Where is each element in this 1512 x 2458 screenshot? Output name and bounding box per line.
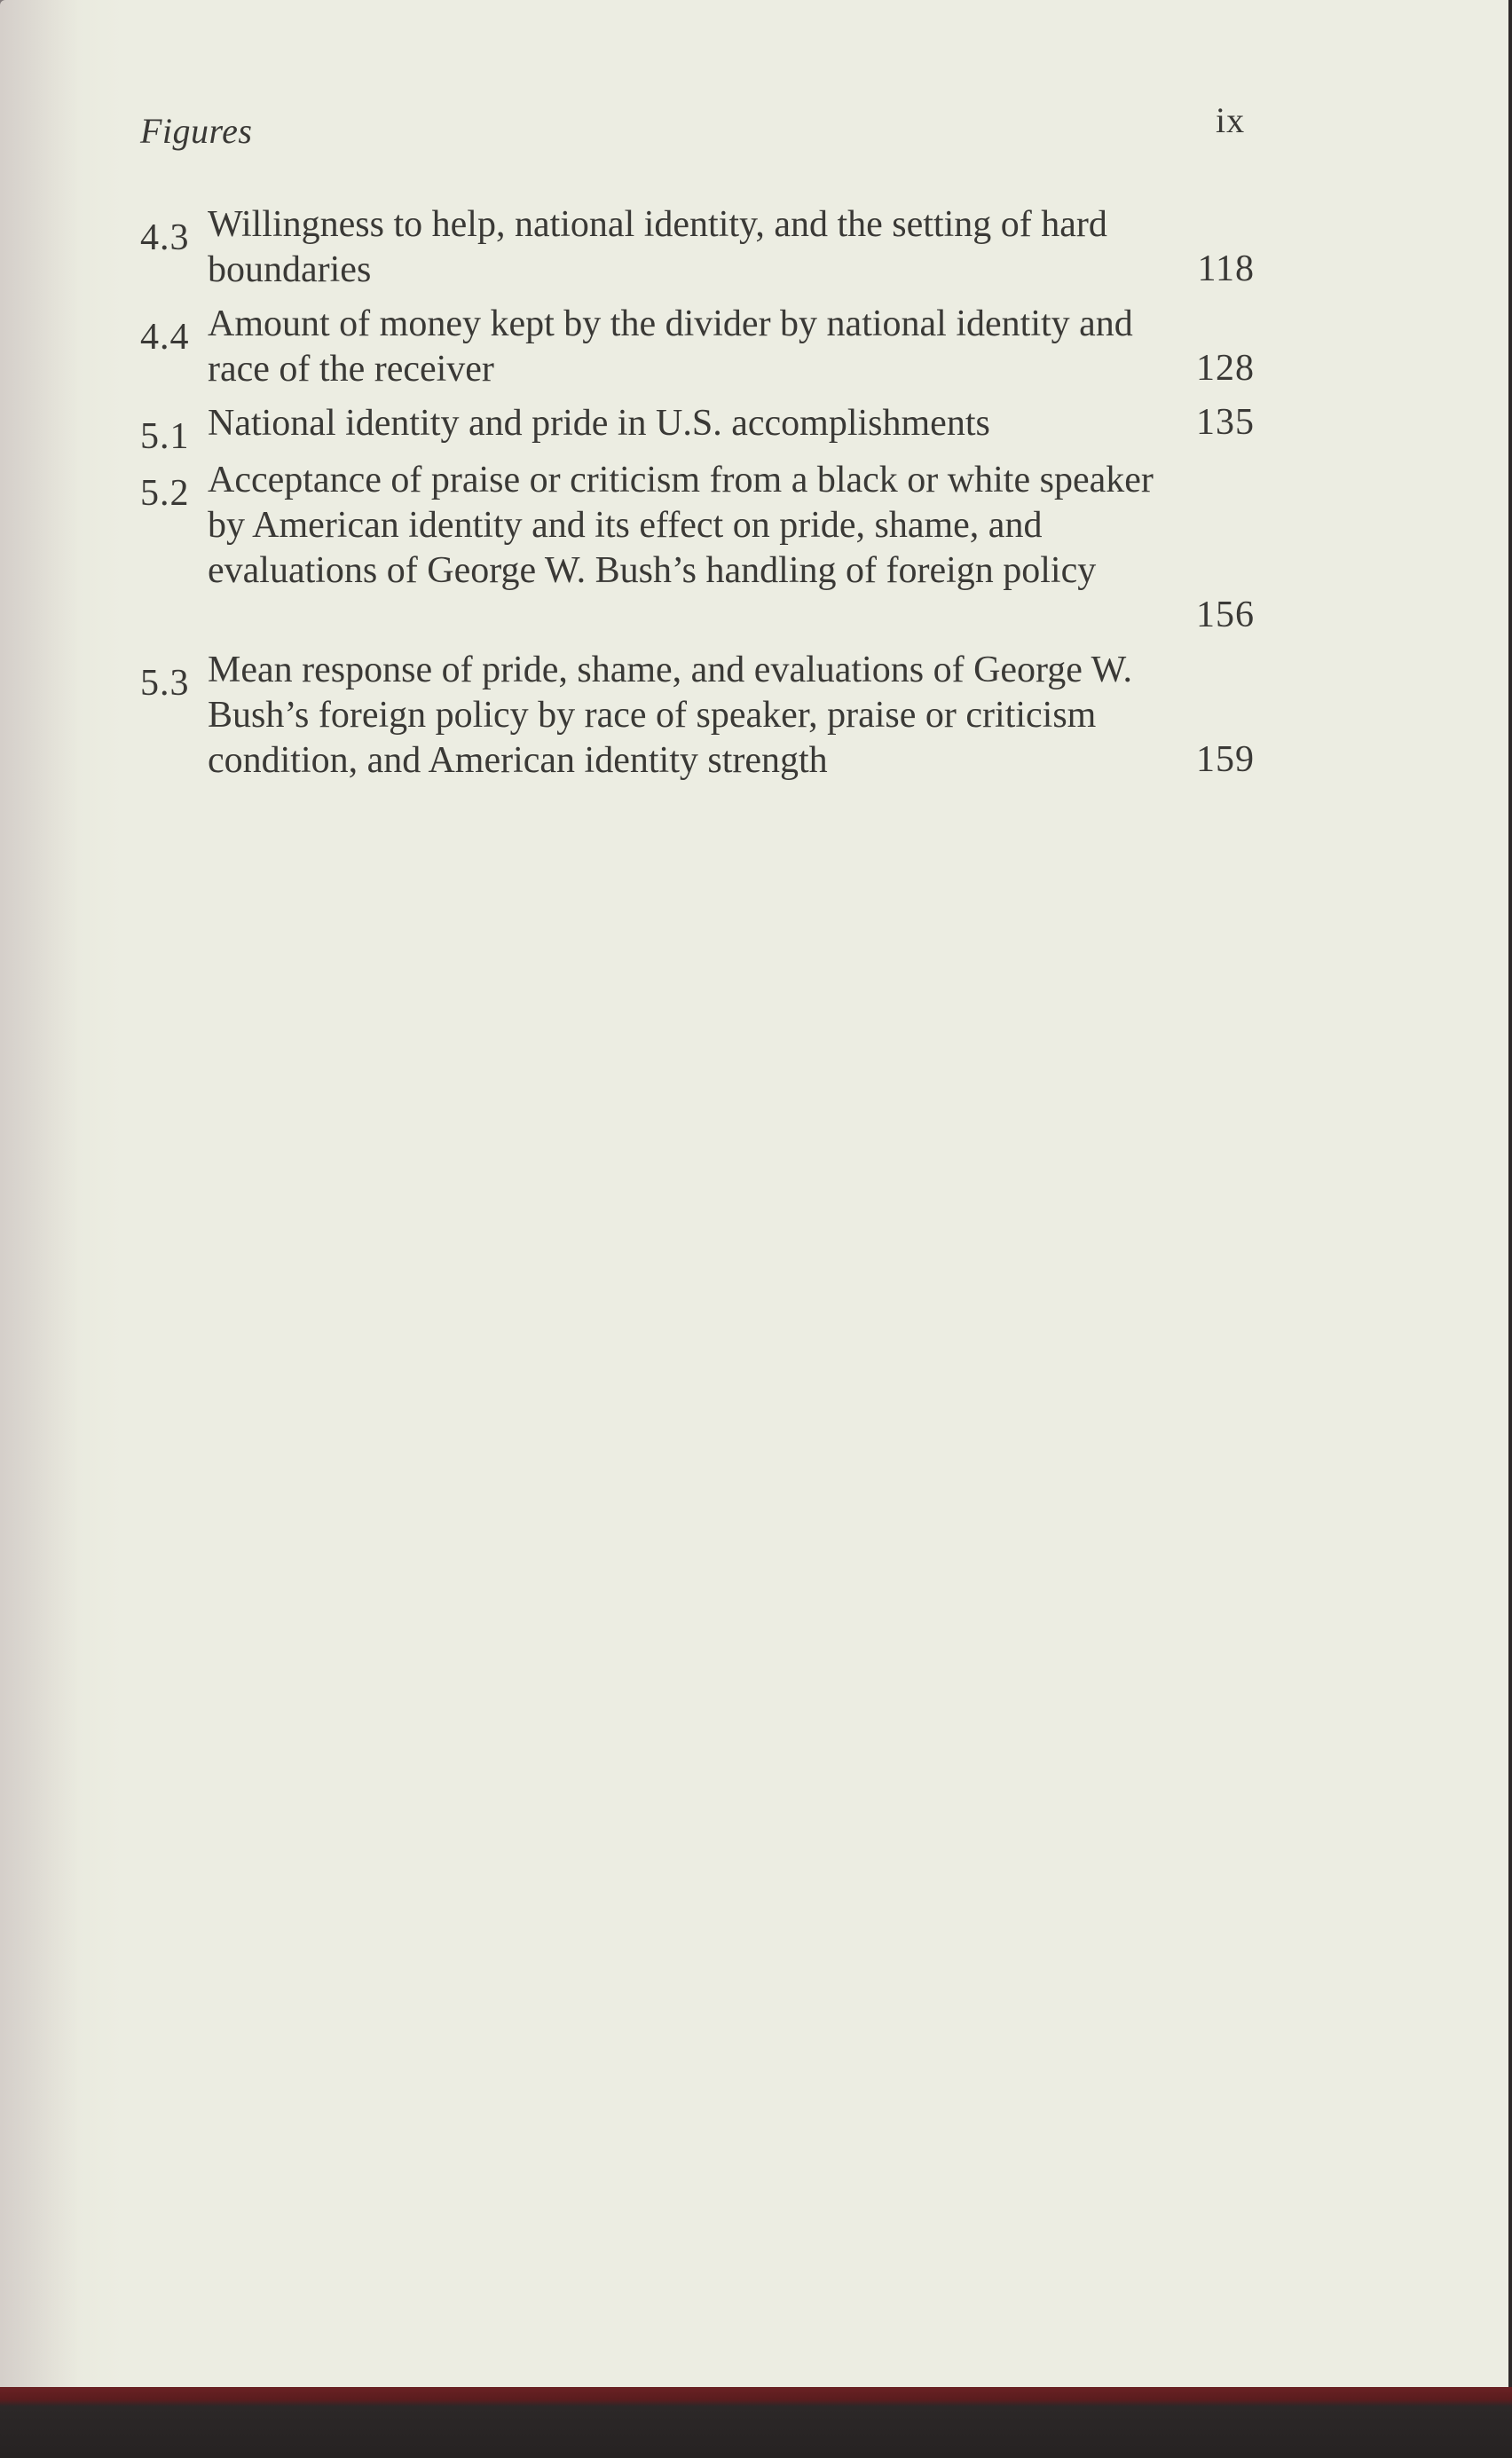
figure-title: Amount of money kept by the divider by national identity and race of the receiver [208, 303, 1133, 390]
page-folio: ix [1216, 100, 1246, 140]
figure-title: Mean response of pride, shame, and evaluations of George W. Bush’s foreign policy by race of speaker, praise or criticism condition, and American identity strength [208, 650, 1132, 781]
figure-title: National identity and pride in U.S. accomplishments [208, 403, 990, 444]
figure-number: 5.1 [140, 416, 190, 457]
running-head: Figures [140, 111, 253, 151]
figure-number: 4.3 [140, 217, 190, 258]
figure-number: 5.2 [140, 473, 190, 514]
figure-page-number: 135 [1196, 402, 1255, 443]
figure-title: Acceptance of praise or criticism from a black or white speaker by American identity and its effect on pride, shame, and evaluations of George W. Bush’s handling of foreign policy [208, 460, 1154, 591]
figure-page-number: 118 [1197, 248, 1255, 289]
figure-page-number: 128 [1196, 348, 1255, 389]
figure-page-number: 156 [1196, 595, 1255, 635]
binding-shadow [0, 0, 80, 2387]
figure-page-number: 159 [1196, 739, 1255, 780]
figure-number: 5.3 [140, 663, 190, 704]
figure-title: Willingness to help, national identity, and the setting of hard boundaries [208, 204, 1107, 290]
book-cover-edge [0, 2387, 1512, 2458]
figure-number: 4.4 [140, 317, 190, 358]
